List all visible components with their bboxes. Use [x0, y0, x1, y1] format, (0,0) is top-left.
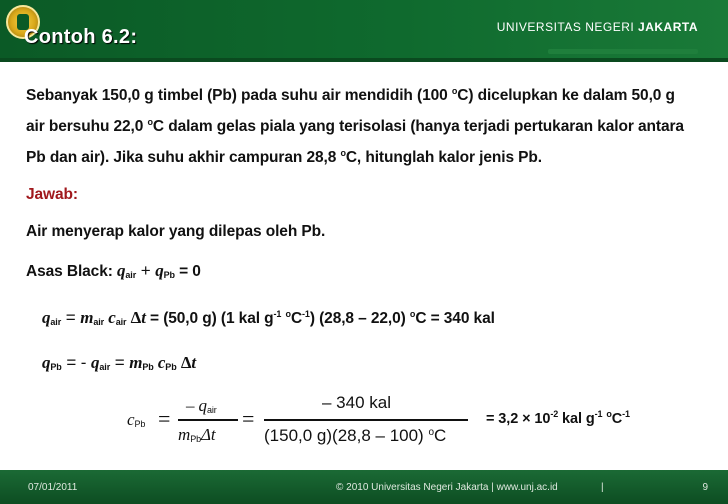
problem-line-2: air bersuhu 22,0 $^o$C dalam gelas piala yang terisolasi (hanya terjadi pertukaran kalor antara: [26, 117, 684, 135]
fraction-1-denominator: $m_{Pb}\Delta t$: [178, 425, 216, 444]
footer-date: 07/01/2011: [28, 482, 78, 493]
fraction-2-line: [264, 419, 468, 421]
problem-line-1: Sebanyak 150,0 g timbel (Pb) pada suhu air mendidih (100 $^o$C) dicelupkan ke dalam 50,0 g: [26, 86, 675, 104]
fraction-1-line: [178, 419, 238, 421]
asas-black-line: Asas Black: $q_{air} + q_{Pb} = 0$: [26, 261, 201, 280]
equals-sign-1: =: [158, 406, 171, 431]
footer-separator: |: [601, 482, 604, 493]
header-stripe: [0, 58, 728, 62]
footer-copyright: © 2010 Universitas Negeri Jakarta | www.unj.ac.id: [336, 482, 558, 493]
equation-q-pb: $q_{Pb}$ = - $q_{air} = m_{Pb}$ $c_{Pb}$ Δt: [42, 353, 197, 372]
slide-title: Contoh 6.2:: [24, 26, 138, 48]
fraction-2-numerator: – 340 kal: [322, 393, 391, 412]
header-decoration: [548, 49, 698, 54]
problem-line-3: Pb dan air). Jika suhu akhir campuran 28,8 $^o$C, hitunglah kalor jenis Pb.: [26, 148, 542, 166]
page-number: 9: [702, 482, 708, 493]
slide-footer: [0, 470, 728, 504]
fraction-1-numerator: – $q_{air}$: [186, 396, 217, 415]
c-pb-symbol: $c_{Pb}$: [127, 410, 146, 429]
answer-line-1: Air menyerap kalor yang dilepas oleh Pb.: [26, 223, 326, 240]
fraction-2-denominator: (150,0 g)(28,8 – 100) $^o$C: [264, 426, 447, 445]
equation-q-air: $q_{air} = m_{air}$ $c_{air}$ Δt = (50,0 g) (1 kal $g^{-1}$ $^oC^{-1}$) (28,8 – 22,0) $^o$C = 340 kal: [42, 308, 495, 327]
slide-header: [0, 0, 728, 62]
result-value: = $3,2 \times 10^{-2}$ kal $g^{-1}$ $^oC^{-1}$: [486, 409, 630, 427]
equals-sign-2: =: [242, 406, 255, 431]
university-name: UNIVERSITAS NEGERI JAKARTA: [496, 20, 698, 34]
answer-label: Jawab:: [26, 186, 78, 203]
